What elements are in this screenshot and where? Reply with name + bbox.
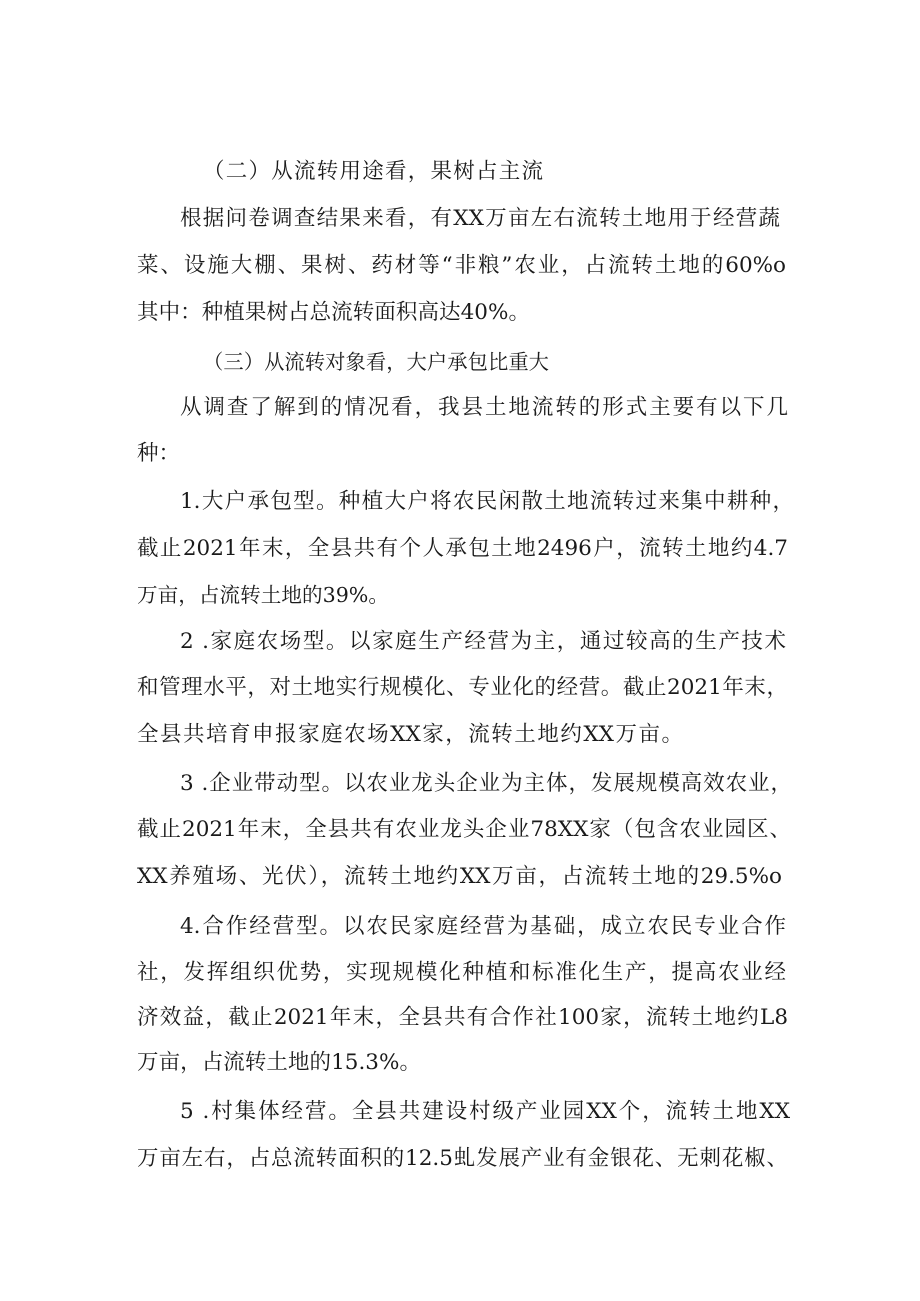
list-item-2 bbox=[0, 622, 920, 662]
text-line: 万亩左右，占总流转面积的12.5虬发展产业有金银花、无刺花椒、 bbox=[137, 1146, 788, 1171]
text-line: 2 .家庭农场型。以家庭生产经营为主，通过较高的生产技术 bbox=[180, 629, 786, 654]
list-item-3 bbox=[0, 764, 920, 804]
text-line: 根据问卷调查结果来看，有XX万亩左右流转土地用于经营蔬 bbox=[180, 206, 780, 231]
text-line: 截止2021年末，全县共有个人承包土地2496户，流转土地约4.7 bbox=[137, 536, 788, 561]
list-item-4 bbox=[0, 907, 920, 947]
list-item-line bbox=[0, 575, 920, 615]
text-line: （二）从流转用途看，果树占主流 bbox=[203, 159, 543, 184]
paragraph-line bbox=[0, 388, 920, 428]
text-line: 3 .企业带动型。以农业龙头企业为主体，发展规模高效农业， bbox=[180, 771, 792, 796]
paragraph-line bbox=[0, 434, 920, 474]
list-item-line bbox=[0, 1139, 920, 1179]
text-line: 种： bbox=[137, 441, 181, 466]
paragraph-line bbox=[0, 293, 920, 333]
text-line: 万亩，占流转土地的39%。 bbox=[137, 583, 389, 607]
text-line: 全县共培育申报家庭农场XX家，流转土地约XX万亩。 bbox=[137, 722, 683, 747]
text-line: 从调查了解到的情况看，我县土地流转的形式主要有以下几 bbox=[180, 395, 788, 420]
list-item-line bbox=[0, 715, 920, 755]
list-item-line bbox=[0, 953, 920, 993]
text-line: 4.合作经营型。以农民家庭经营为基础，成立农民专业合作 bbox=[180, 914, 786, 939]
list-item-line bbox=[0, 529, 920, 569]
text-line: 其中：种植果树占总流转面积高达40%。 bbox=[137, 300, 530, 325]
list-item-5 bbox=[0, 1092, 920, 1132]
list-item-line bbox=[0, 668, 920, 708]
text-line: 菜、设施大棚、果树、药材等“非粮”农业，占流转土地的60%o bbox=[137, 253, 786, 278]
text-line: 和管理水平，对土地实行规模化、专业化的经营。截止2021年末， bbox=[137, 675, 788, 700]
list-item-line bbox=[0, 810, 920, 850]
text-line: 截止2021年末，全县共有农业龙头企业78XX家（包含农业园区、 bbox=[137, 817, 791, 842]
paragraph-line bbox=[0, 199, 920, 239]
text-line: （三）从流转对象看，大户承包比重大 bbox=[203, 350, 549, 374]
text-line: 万亩，占流转土地的15.3%。 bbox=[137, 1050, 421, 1075]
text-line: 5 .村集体经营。全县共建设村级产业园XX个，流转土地XX bbox=[180, 1099, 790, 1124]
list-item-line bbox=[0, 857, 920, 897]
text-line: 1.大户承包型。种植大户将农民闲散土地流转过来集中耕种， bbox=[180, 489, 794, 514]
text-line: XX养殖场、光伏），流转土地约XX万亩，占流转土地的29.5%o bbox=[137, 864, 782, 889]
section-heading-3 bbox=[0, 342, 920, 382]
paragraph-line bbox=[0, 246, 920, 286]
text-line: 济效益，截止2021年末，全县共有合作社100家，流转土地约L8 bbox=[137, 1005, 788, 1030]
list-item-1 bbox=[0, 482, 920, 522]
list-item-line bbox=[0, 998, 920, 1038]
text-line: 社，发挥组织优势，实现规模化种植和标准化生产，提高农业经 bbox=[137, 960, 786, 985]
section-heading-2 bbox=[0, 152, 920, 192]
list-item-line bbox=[0, 1043, 920, 1083]
